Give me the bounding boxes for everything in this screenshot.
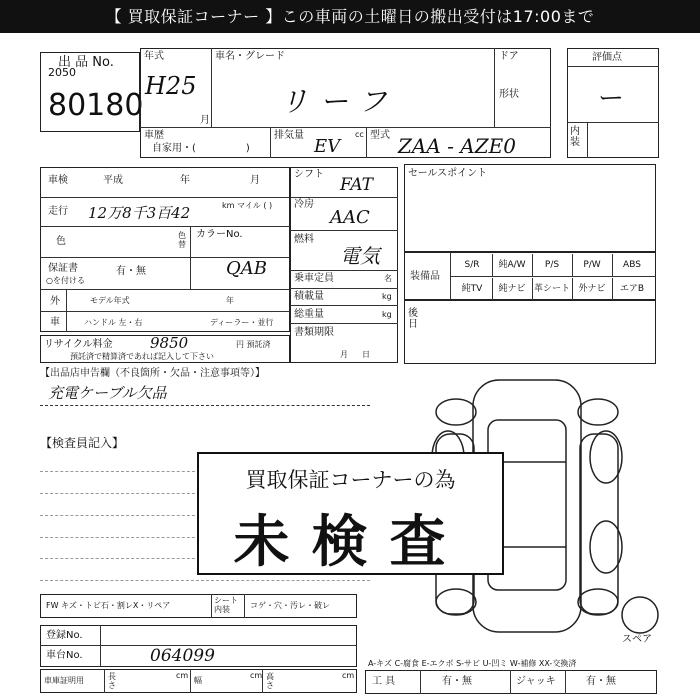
after-box [404,300,656,364]
cert-height-unit: cm [342,671,355,680]
import-handle: ハンドル 左・右 [84,318,143,327]
chassis-label: 車台No. [46,650,83,661]
inspection-era: 平成 [103,175,123,186]
seller-label: 【出品店申告欄（不良箇所・欠品・注意事項等）】 [40,368,265,379]
capacity-unit: 名 [384,274,392,283]
year-value: H25 [145,72,197,100]
sales-label: セールスポイント [408,168,488,179]
displacement-unit: cc [355,130,364,139]
equipment-item: ABS [623,260,641,270]
inspection-month: 月 [250,175,260,186]
expiry-unit: 月日 [340,350,384,359]
color-no-value: QAB [226,258,267,279]
name-label: 車名・グレード [215,51,285,62]
cert-length: 長さ [108,672,116,690]
cert-width: 幅 [194,676,202,685]
cert-width-unit: cm [250,671,263,680]
door-label: ドア [499,51,519,62]
color-label: 色 [56,236,66,247]
jack-value: 有・無 [586,676,616,687]
shape-label: 形状 [499,89,519,100]
model-label: 型式 [370,130,390,141]
year-month-unit: 月 [200,115,210,126]
import-model-year: モデル年式 [90,296,130,305]
equipment-item: 純A/W [498,260,526,270]
recycle-note: 預託済で精算済であれば記入して下さい [70,352,214,361]
weight-label: 総重量 [294,309,324,320]
lot-number: 80180 [48,88,144,123]
import-label-b: 車 [50,317,60,328]
stamp-main-text: 未検査 [233,509,468,575]
equipment-item: 純TV [461,284,483,294]
equipment-item: 革シート [533,284,570,294]
history-value: 自家用・( ) [152,143,250,154]
damage-seat-text: コゲ・穴・汚レ・破レ [250,601,330,610]
load-label: 積載量 [294,291,324,302]
tools-label: 工 具 [372,676,396,687]
tools-value: 有・無 [442,676,472,687]
score-value: ー [598,84,625,114]
damage-legend: A-キズ C-腐食 E-エクボ S-サビ U-凹ミ W-補修 XX-交換済 [368,659,577,668]
recycle-unit: 円 預託済 [236,340,271,349]
inspector-label: 【検査員記入】 [40,436,125,450]
lot-header: 出 品 No. [58,55,114,70]
warranty-label: 保証書 [48,263,78,274]
inspection-year: 年 [180,175,190,186]
cert-length-unit: cm [176,671,189,680]
uninspected-stamp [197,452,504,575]
equipment-item: S/R [464,260,480,270]
ac-value: AAC [330,207,370,228]
displacement-label: 排気量 [274,130,304,141]
fuel-label: 燃料 [294,234,314,245]
warranty-sub: ○を付ける [46,276,85,285]
warranty-value: 有・無 [116,266,146,277]
history-label: 車歴 [144,130,164,141]
shift-value: FAT [340,175,374,195]
chassis-value: 064099 [150,646,215,666]
equipment-label: 装備品 [410,271,440,282]
color-no-label: カラーNo. [196,229,243,240]
stamp-top-text: 買取保証コーナーの為 [245,468,456,492]
damage-fw: FW キズ・トビ石・割レX・リペア [46,601,171,610]
recycle-label: リサイクル料金 [44,339,113,350]
damage-seat: シート内装 [214,596,238,614]
equipment-item: エアB [619,284,645,294]
spare-label: スペア [622,634,652,645]
import-dealer: ディーラー・並行 [210,318,274,327]
expiry-label: 書類期限 [294,327,334,338]
cert-height: 高さ [266,672,274,690]
ac-label: 冷房 [294,199,314,210]
equipment-item: P/W [583,260,601,270]
equipment-item: 外ナビ [578,284,606,294]
mileage-unit: km マイル ( ) [222,201,273,210]
year-label: 年式 [144,51,164,62]
inspection-grid [40,167,290,332]
cert-label: 車庫証明用 [44,676,84,685]
load-unit: kg [382,292,392,301]
mileage-label: 走行 [48,206,68,217]
equipment-item: 純ナビ [498,284,526,294]
model-value: ZAA - AZE0 [398,134,516,158]
weight-unit: kg [382,310,392,319]
name-value: リーフ [280,85,399,118]
displacement-value: EV [314,136,341,157]
fuel-value: 電気 [340,244,380,268]
seller-note: 充電ケーブル欠品 [48,384,167,402]
lot-small: 2050 [48,66,76,79]
inspection-label: 車検 [48,175,68,186]
shift-label: シフト [294,169,324,180]
capacity-label: 乗車定員 [294,273,334,284]
top-banner: 【 買取保証コーナー 】この車両の土曜日の搬出受付は17:00まで [0,0,700,33]
registration-label: 登録No. [46,630,83,641]
jack-label: ジャッキ [516,676,556,687]
score-label: 評価点 [592,52,622,63]
after-label: 後日 [408,308,418,330]
color-change: 色替 [178,231,186,249]
import-year-unit: 年 [226,296,234,305]
recycle-value: 9850 [150,334,189,352]
interior-label: 内装 [570,126,580,148]
equipment-item: P/S [544,260,560,270]
mileage-value: 12万8千3百42 [88,204,191,222]
import-label-a: 外 [50,296,60,307]
